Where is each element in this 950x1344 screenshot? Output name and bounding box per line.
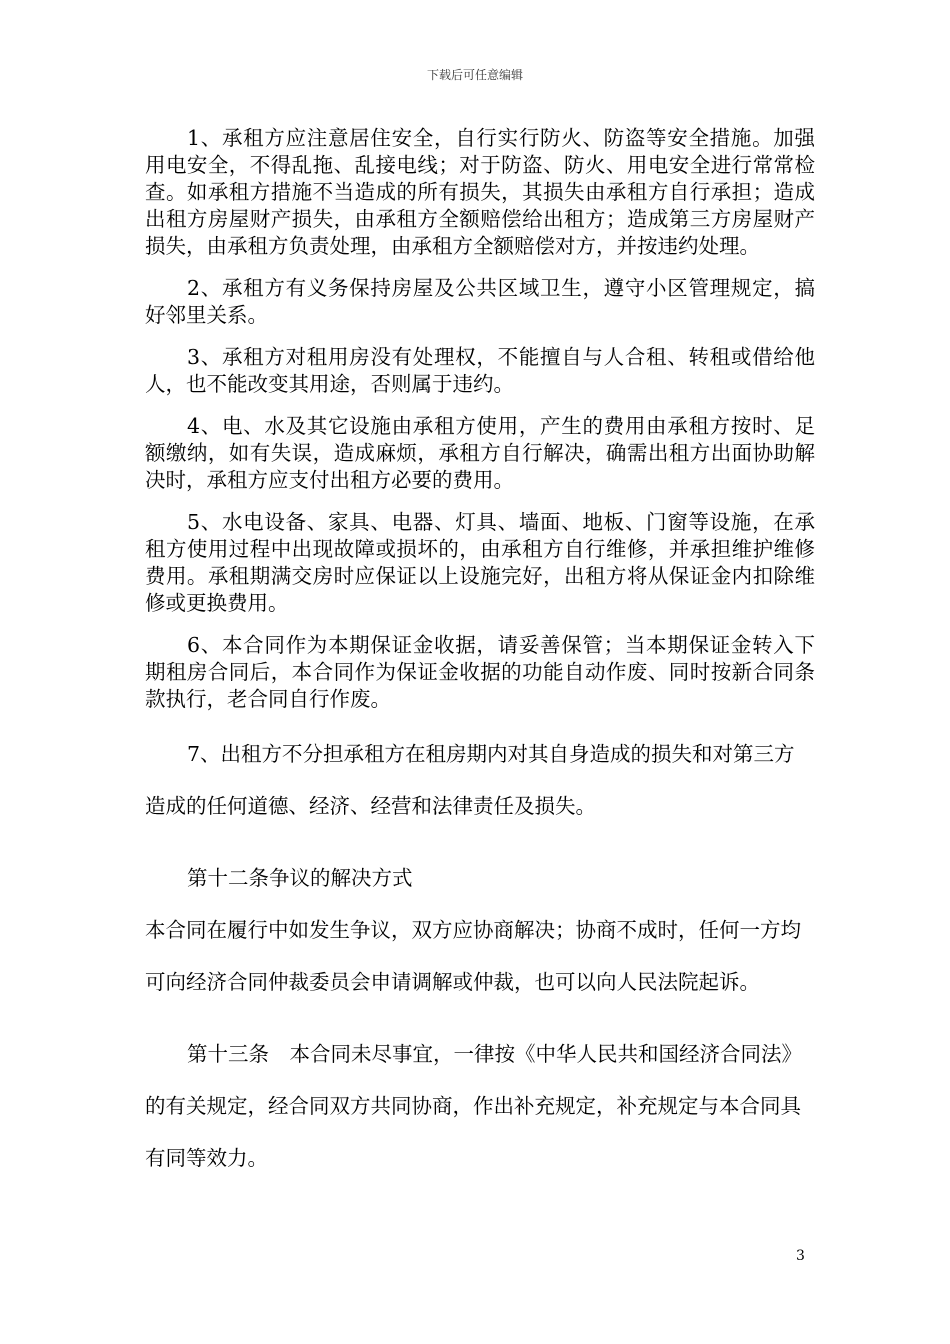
- clause-6: 6、本合同作为本期保证金收据，请妥善保管；当本期保证金转入下期租房合同后，本合同作为保证金收据的功能自动作废、同时按新合同条款执行，老合同自行作废。: [145, 633, 815, 711]
- clause-5: 5、水电设备、家具、电器、灯具、墙面、地板、门窗等设施，在承租方使用过程中出现故障或损坏的，由承租方自行维修，并承担维护维修费用。承租期满交房时应保证以上设施完好，出租方将从保证金内扣除维修或更换费用。: [145, 510, 815, 615]
- document-body: [145, 125, 815, 1184]
- clause-2: 2、承租方有义务保持房屋及公共区域卫生，遵守小区管理规定，搞好邻里关系。: [145, 276, 815, 327]
- page-number: 3: [796, 1248, 805, 1264]
- clause-1: 1、承租方应注意居住安全，自行实行防火、防盗等安全措施。加强用电安全，不得乱拖、乱接电线；对于防盗、防火、用电安全进行常常检查。如承租方措施不当造成的所有损失，其损失由承租方自行承担；造成出租方房屋财产损失，由承租方全额赔偿给出租方；造成第三方房屋财产损失，由承租方负责处理，由承租方全额赔偿对方，并按违约处理。: [145, 126, 815, 258]
- article-13-body: 第十三条 本合同未尽事宜，一律按《中华人民共和国经济合同法》的有关规定，经合同双方共同协商，作出补充规定，补充规定与本合同具有同等效力。: [145, 1042, 802, 1170]
- clause-4: 4、电、水及其它设施由承租方使用，产生的费用由承租方按时、足额缴纳，如有失误，造成麻烦，承租方自行解决，确需出租方出面协助解决时，承租方应支付出租方必要的费用。: [145, 414, 815, 492]
- page-header: 下载后可任意编辑: [426, 68, 523, 82]
- clause-7: 7、出租方不分担承租方在租房期内对其自身造成的损失和对第三方造成的任何道德、经济、经营和法律责任及损失。: [145, 742, 795, 818]
- clause-3: 3、承租方对租用房没有处理权，不能擅自与人合租、转租或借给他人，也不能改变其用途，否则属于违约。: [145, 345, 815, 396]
- article-12-title: 第十二条争议的解决方式: [187, 866, 413, 890]
- article-12-body: 本合同在履行中如发生争议，双方应协商解决；协商不成时，任何一方均可向经济合同仲裁委员会申请调解或仲裁，也可以向人民法院起诉。: [145, 918, 801, 994]
